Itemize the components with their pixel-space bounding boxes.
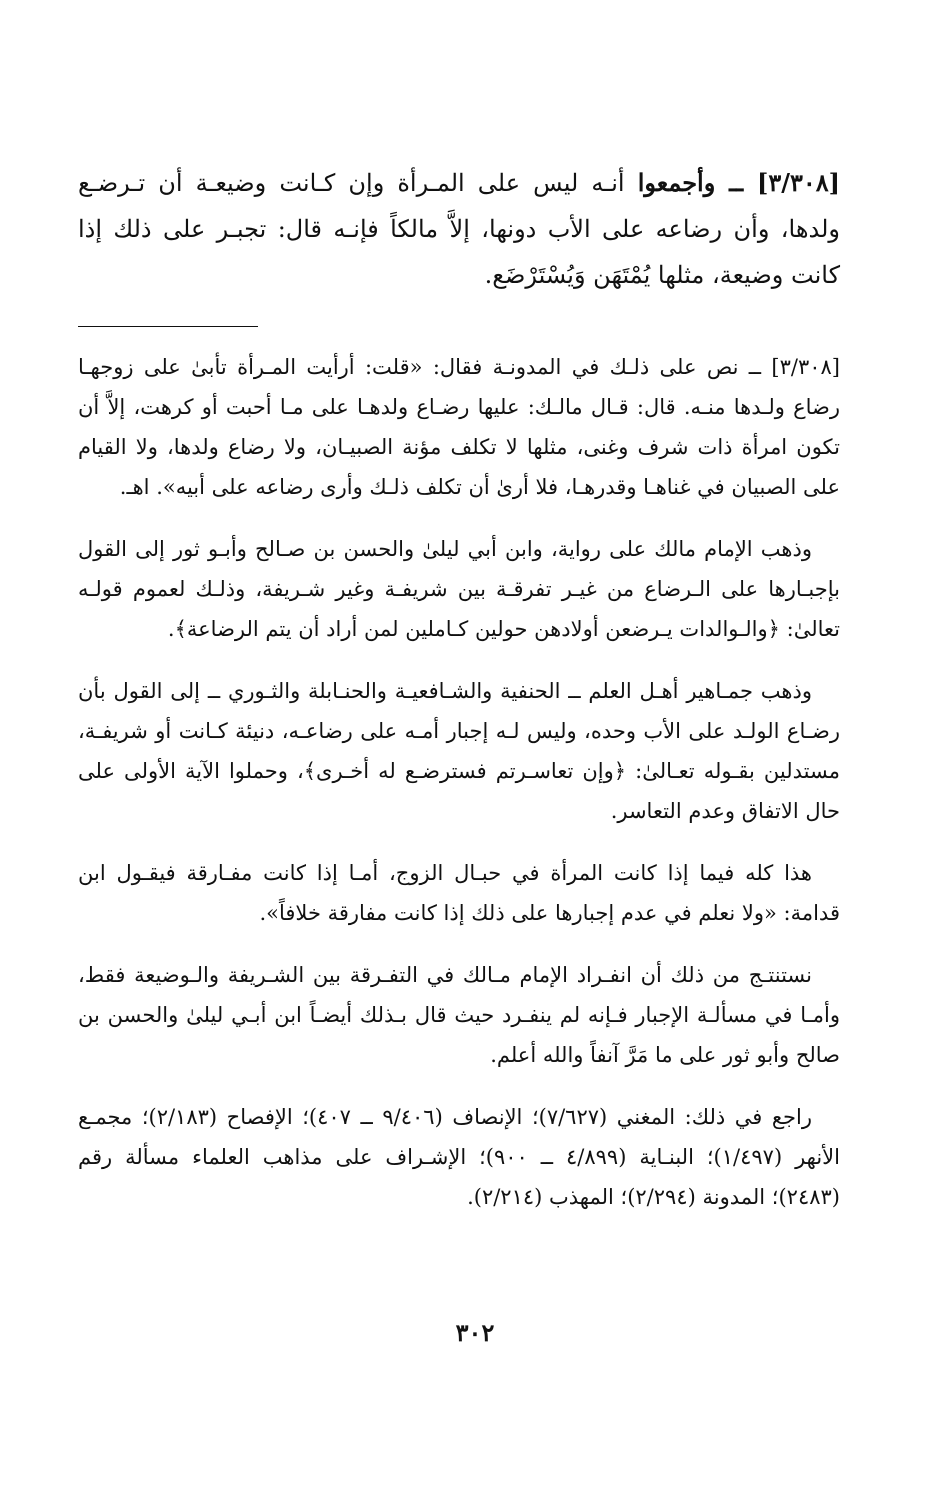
footnote-paragraph-3: وذهب جمـاهير أهـل العلم ــ الحنفية والشـافعيـة والحنـابلة والثـوري ــ إلى القول بأن رضـاع الولـد على الأب وحده، وليس لـه إجبار أمـه على رضاعـه، دنيئة كـانت أو شريفـة، مستدلين بقـوله تعـالىٰ: ﴿وإن تعاسـرتم فسترضـع له أخـرى﴾، وحملوا الآية الأولى على حال الاتفاق وعدم التعاسر. xyxy=(78,679,840,823)
footnote-paragraph-5: نستنتـج من ذلك أن انفـراد الإمام مـالك في التفـرقة بين الشـريفة والـوضيعة فقط، وأمـا في مسألـة الإجبار فـإنه لم ينفـرد حيث قال بـذلك أيضـاً ابن أبـي ليلىٰ والحسن بن صالح وأبو ثور على ما مَرَّ آنفاً والله أعلم. xyxy=(78,963,840,1067)
footnote-divider xyxy=(78,326,258,327)
main-paragraph xyxy=(78,160,840,298)
footnote-paragraph-6: راجع في ذلك: المغني (٧/٦٢٧)؛ الإنصاف (٩/٤٠٦ ــ ٤٠٧)؛ الإفصاح (٢/١٨٣)؛ مجمـع الأنهر (١/٤٩٧)؛ البنـاية (٤/٨٩٩ ــ ٩٠٠)؛ الإشـراف على مذاهب العلماء مسألة رقم (٢٤٨٣)؛ المدونة (٢/٢٩٤)؛ المهذب (٢/٢١٤). xyxy=(78,1105,840,1209)
footnote-paragraph-4: هذا كله فيما إذا كانت المرأة في حبـال الزوج، أمـا إذا كانت مفـارقة فيقـول ابن قدامة: «ولا نعلم في عدم إجبارها على ذلك إذا كانت مفارقة خلافاً». xyxy=(78,861,840,925)
page-number: ٣٠٢ xyxy=(455,1318,495,1347)
footnote-paragraph-1: [٣/٣٠٨] ــ نص على ذلـك في المدونـة فقال: «قلت: أرأيت المـرأة تأبىٰ على زوجهـا رضاع ولـدها منـه. قال: قـال مالـك: عليها رضـاع ولدهـا على مـا أحبت أو كرهت، إلاَّ أن تكون امرأة ذات شرف وغنى، مثلها لا تكلف مؤنة الصبيـان، ولا رضاع ولدها، ولا القيام على الصبيان في غناهـا وقدرهـا، فلا أرىٰ أن تكلف ذلـك وأرى رضاعه على أبيه». اهـ. xyxy=(78,355,840,499)
footnote-paragraph-2: وذهب الإمام مالك على رواية، وابن أبي ليلىٰ والحسن بن صـالح وأبـو ثور إلى القول بإجبـارها على الـرضاع من غيـر تفرقـة بين شريفـة وغير شـريفة، وذلـك لعموم قولـه تعالىٰ: ﴿والـوالدات يـرضعن أولادهن حولين كـاملين لمن أراد أن يتم الرضاعة﴾. xyxy=(78,537,840,641)
main-lead: [٣/٣٠٨] ــ وأجمعوا xyxy=(637,168,840,197)
page-body xyxy=(78,160,840,1450)
main-text: أنـه ليس على المـرأة وإن كـانت وضيعـة أن تـرضـع ولدها، وأن رضاعه على الأب دونها، إلاَّ مالكاً فإنـه قال: تجبـر على ذلك إذا كانت وضيعة، مثلها يُمْتَهَن وَيُسْتَرْضَع. xyxy=(78,169,840,289)
